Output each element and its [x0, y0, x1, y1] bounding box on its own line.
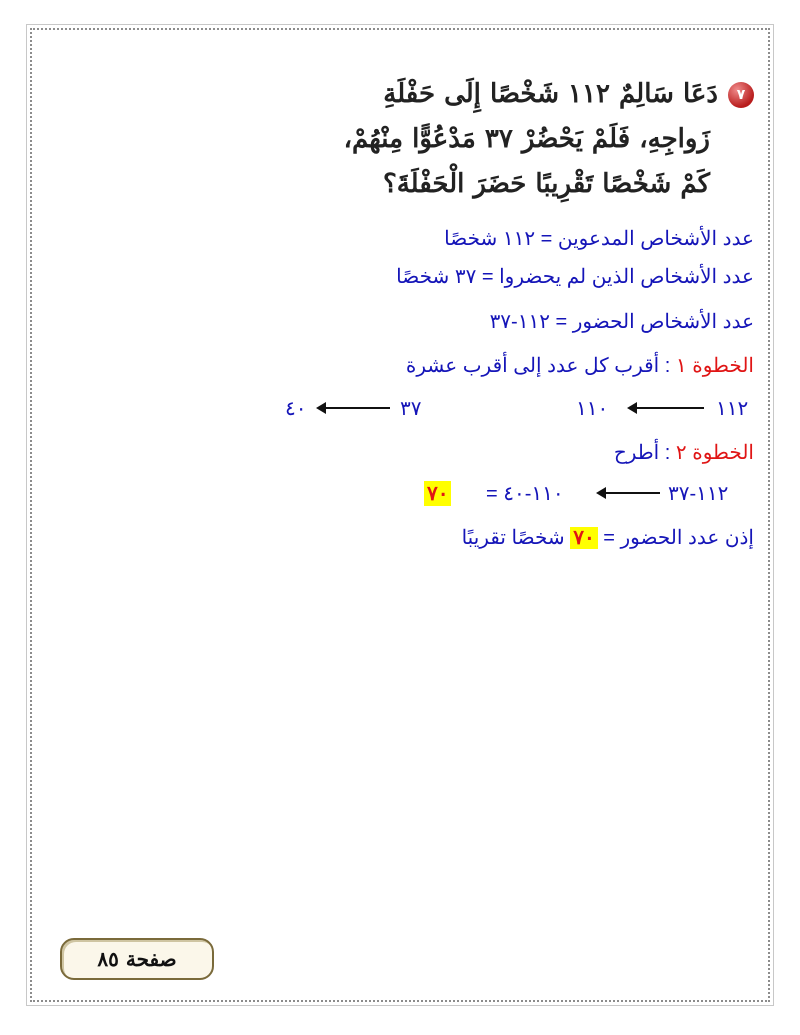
problem-line-3: كَمْ شَخْصًا تَقْرِيبًا حَضَرَ الْحَفْلَةَ؟ [382, 169, 710, 199]
round-a-to: ١١٠ [576, 398, 609, 420]
problem-statement [54, 72, 754, 207]
step1-label: الخطوة ١ [675, 355, 754, 377]
step2-label: الخطوة ٢ [675, 442, 754, 464]
attended-expression-line: عدد الأشخاص الحضور = ١١٢-٣٧ [489, 311, 754, 333]
conclusion-line [34, 525, 754, 550]
step1-line [34, 353, 754, 378]
subtract-rounded: ١١٠-٤٠ = [486, 483, 564, 505]
arrow-left-icon [629, 407, 704, 409]
subtraction-row [0, 481, 800, 509]
problem-text-1: دَعَا سَالِمٌ ١١٢ شَخْصًا إِلَى حَفْلَةِ [383, 79, 718, 109]
invited-count-line: عدد الأشخاص المدعوين = ١١٢ شخصًا [444, 228, 754, 250]
round-b-from: ٣٧ [400, 398, 422, 420]
page-number-badge: صفحة ٨٥ [60, 938, 214, 980]
conclusion-pre: إذن عدد الحضور = [597, 527, 754, 549]
step1-text: : أقرب كل عدد إلى أقرب عشرة [405, 355, 676, 377]
arrow-left-icon [318, 407, 390, 409]
round-b-to: ٤٠ [285, 398, 307, 420]
result-highlight: ٧٠ [424, 481, 451, 506]
problem-line-1 [54, 72, 754, 117]
round-a-from: ١١٢ [716, 398, 749, 420]
absent-count-line: عدد الأشخاص الذين لم يحضروا = ٣٧ شخصًا [396, 266, 754, 288]
problem-number-badge: ٧ [728, 82, 754, 108]
problem-line-2: زَواجِهِ، فَلَمْ يَحْضُرْ ٣٧ مَدْعُوًّا مِنْهُمْ، [343, 124, 710, 154]
conclusion-post: شخصًا تقريبًا [461, 527, 571, 549]
step2-line [34, 440, 754, 465]
arrow-left-icon [598, 492, 660, 494]
conclusion-value-highlight: ٧٠ [570, 527, 597, 549]
step2-text: : أطرح [613, 442, 676, 464]
subtract-original: ١١٢-٣٧ [668, 483, 729, 505]
rounding-row [0, 396, 800, 424]
